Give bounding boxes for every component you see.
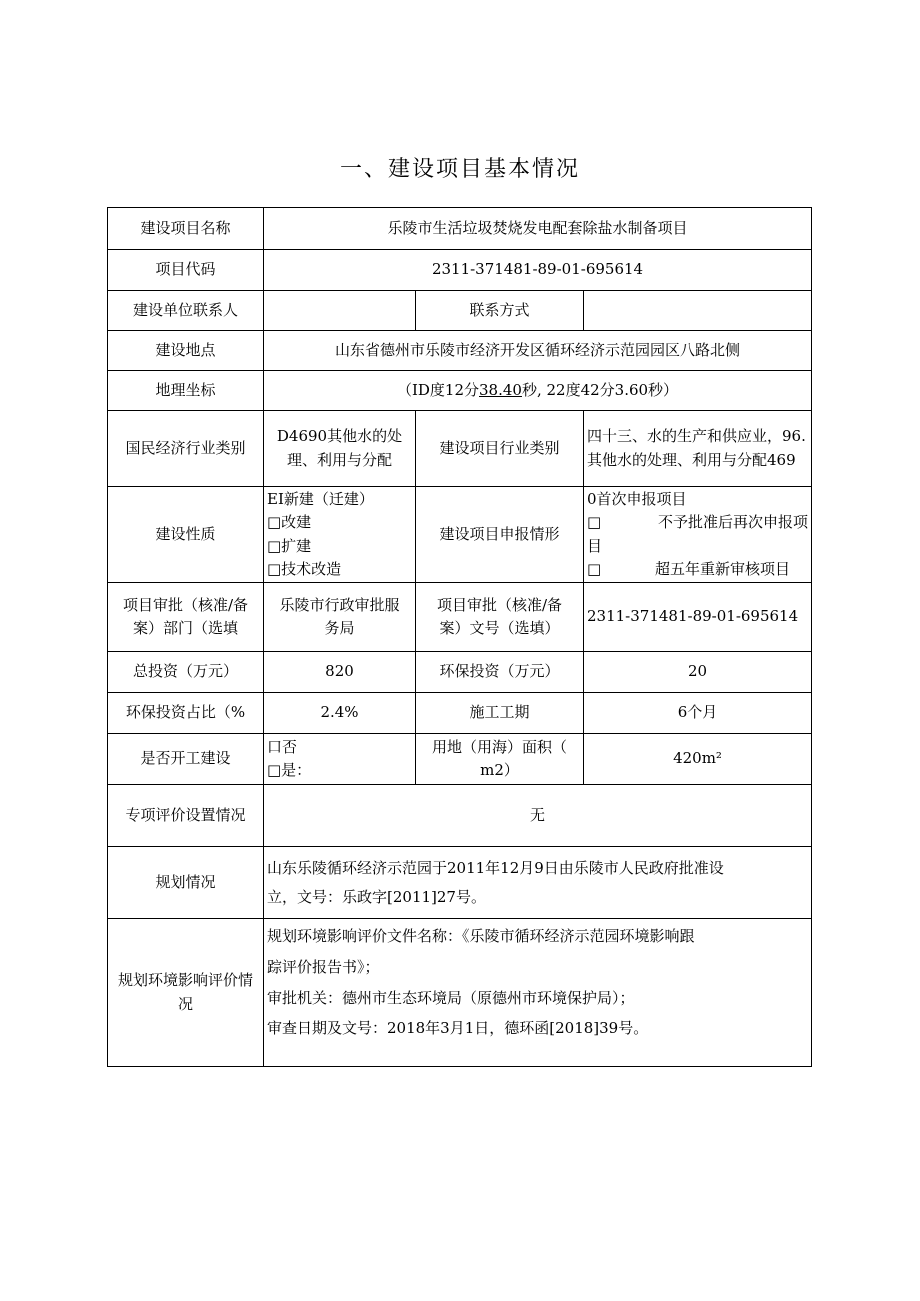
apply-resubmit-box: □ — [587, 513, 602, 532]
approval-label — [108, 583, 264, 652]
started-option-no[interactable]: 口否 — [267, 737, 298, 756]
started-options — [264, 734, 416, 785]
approval-label-line1: 项目审批（核准/备 — [122, 595, 249, 614]
row-nature — [108, 487, 812, 583]
row-started — [108, 734, 812, 785]
contact-method-label: 联系方式 — [416, 291, 584, 331]
project-code-label: 项目代码 — [108, 250, 264, 291]
approval-label-line2: 案）部门（选填 — [132, 619, 238, 637]
row-project-name — [108, 208, 812, 250]
coordinates-prefix: （ID度12分 — [396, 380, 479, 399]
approval-dept — [264, 583, 416, 652]
contact-label: 建设单位联系人 — [108, 291, 264, 331]
row-ratio — [108, 693, 812, 734]
approval-dept-line2: 务局 — [324, 619, 355, 637]
planning-env-label — [108, 919, 264, 1067]
nature-option-expand[interactable]: □扩建 — [267, 536, 312, 555]
approval-dept-line1: 乐陵市行政审批服 — [279, 595, 400, 614]
special-label: 专项评价设置情况 — [108, 785, 264, 847]
period-value: 6个月 — [584, 693, 812, 734]
row-project-code — [108, 250, 812, 291]
row-investment — [108, 652, 812, 693]
planning-line2: 立，文号：乐政字[2011]27号。 — [267, 887, 486, 906]
planning-env-line3: 审批机关：德州市生态环境局（原德州市环境保护局）； — [267, 988, 635, 1007]
planning-env-value — [264, 919, 812, 1067]
location-value: 山东省德州市乐陵市经济开发区循环经济示范园园区八路北侧 — [264, 331, 812, 371]
contact-value — [264, 291, 416, 331]
approval-doc-label-line2: 案）文号（选填） — [439, 619, 560, 637]
row-planning-env — [108, 919, 812, 1067]
nature-option-upgrade[interactable]: □技术改造 — [267, 559, 342, 578]
apply-resubmit-wrap: 目 — [587, 536, 603, 555]
row-contact — [108, 291, 812, 331]
planning-env-line4: 审查日期及文号：2018年3月1日，德环函[2018]39号。 — [267, 1019, 649, 1038]
special-value: 无 — [264, 785, 812, 847]
nature-label: 建设性质 — [108, 487, 264, 583]
apply-review-box: □ — [587, 559, 602, 578]
approval-doc-label-line1: 项目审批（核准/备 — [436, 595, 563, 614]
area-label — [416, 734, 584, 785]
ratio-label: 环保投资占比（% — [108, 693, 264, 734]
contact-method-value — [584, 291, 812, 331]
apply-options — [584, 487, 812, 583]
approval-doc-label — [416, 583, 584, 652]
apply-resubmit-text: 不予批准后再次申报项 — [658, 513, 809, 532]
investment-label: 总投资（万元） — [108, 652, 264, 693]
nature-option-rebuild[interactable]: □改建 — [267, 513, 312, 532]
area-label-line2: m2） — [480, 761, 519, 779]
area-value: 420m² — [584, 734, 812, 785]
apply-label: 建设项目申报情形 — [416, 487, 584, 583]
period-label: 施工工期 — [416, 693, 584, 734]
planning-env-label-line1: 规划环境影响评价情 — [117, 971, 253, 990]
industry-value-line1: D4690其他水的处 — [276, 427, 403, 446]
row-planning — [108, 847, 812, 919]
planning-value — [264, 847, 812, 919]
coordinates-label: 地理坐标 — [108, 371, 264, 411]
industry-category-label: 建设项目行业类别 — [416, 411, 584, 487]
apply-option-first[interactable]: 0首次申报项目 — [587, 490, 687, 508]
apply-option-resubmit[interactable] — [587, 511, 808, 534]
industry-value — [264, 411, 416, 487]
planning-env-line2: 踪评价报告书》； — [267, 957, 380, 976]
ratio-value: 2.4% — [264, 693, 416, 734]
row-industry — [108, 411, 812, 487]
started-option-yes[interactable]: □是： — [267, 761, 312, 779]
investment-value: 820 — [264, 652, 416, 693]
approval-doc-value: 2311-371481-89-01-695614 — [584, 583, 812, 652]
industry-value-line2: 理、利用与分配 — [286, 450, 392, 469]
apply-option-review[interactable] — [587, 558, 808, 581]
started-label: 是否开工建设 — [108, 734, 264, 785]
location-label: 建设地点 — [108, 331, 264, 371]
industry-category-value — [584, 411, 812, 487]
coordinates-suffix: 秒, 22度42分3.60秒） — [521, 380, 679, 399]
planning-line1: 山东乐陵循环经济示范园于2011年12月9日由乐陵市人民政府批准设 — [267, 859, 724, 877]
env-investment-value: 20 — [584, 652, 812, 693]
industry-category-line1: 四十三、水的生产和供应业，96. — [587, 427, 806, 446]
area-label-line1: 用地（用海）面积（ — [431, 737, 567, 756]
project-name-label: 建设项目名称 — [108, 208, 264, 250]
nature-options — [264, 487, 416, 583]
industry-category-line2: 其他水的处理、利用与分配469 — [587, 450, 796, 469]
project-name-value: 乐陵市生活垃圾焚烧发电配套除盐水制备项目 — [264, 208, 812, 250]
industry-label: 国民经济行业类别 — [108, 411, 264, 487]
row-special — [108, 785, 812, 847]
planning-env-line1: 规划环境影响评价文件名称：《乐陵市循环经济示范园环境影响跟 — [267, 927, 695, 945]
coordinates-value — [264, 371, 812, 411]
planning-env-label-line2: 况 — [177, 994, 193, 1013]
project-code-value: 2311-371481-89-01-695614 — [264, 250, 812, 291]
apply-review-text: 超五年重新审核项目 — [655, 559, 791, 578]
row-coordinates — [108, 371, 812, 411]
planning-label: 规划情况 — [108, 847, 264, 919]
row-approval — [108, 583, 812, 652]
coordinates-underlined: 38.40 — [479, 380, 522, 399]
project-info-table — [107, 207, 812, 1067]
page-title: 一、建设项目基本情况 — [339, 157, 580, 182]
nature-option-new[interactable]: EI新建（迁建） — [267, 490, 374, 508]
env-investment-label: 环保投资（万元） — [416, 652, 584, 693]
row-location — [108, 331, 812, 371]
